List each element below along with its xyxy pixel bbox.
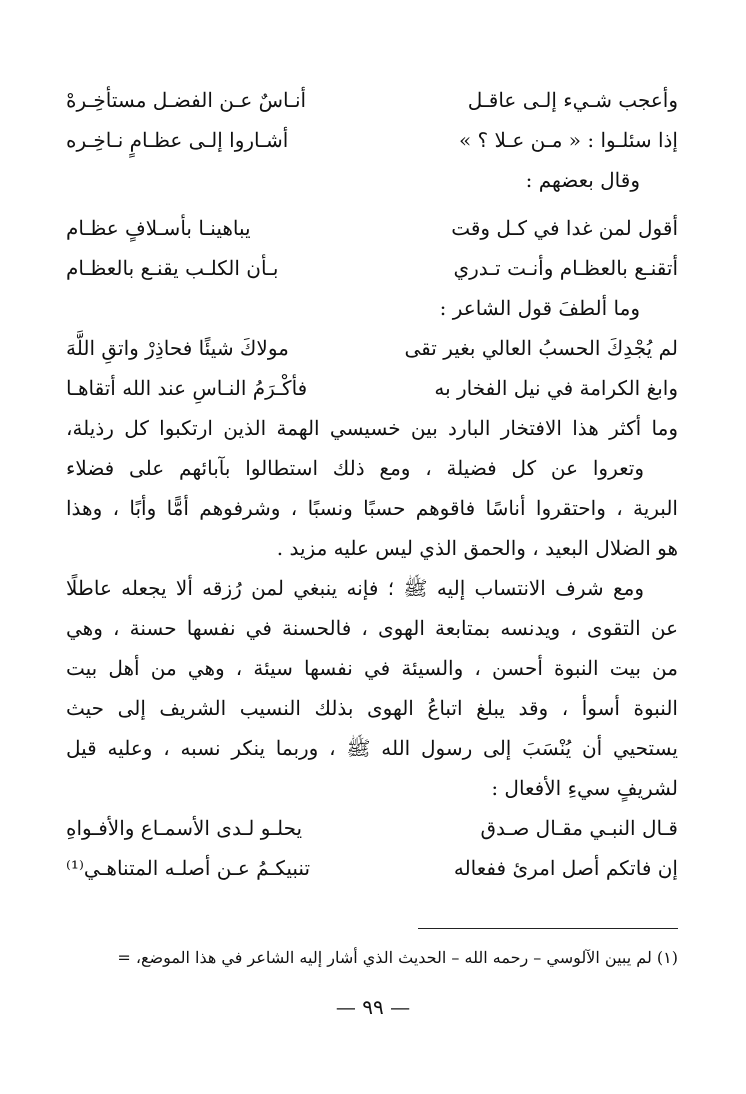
- verse-hemistich-first: أقول لمن غدا في كـل وقت: [451, 216, 678, 240]
- paragraph-line: النبوة أسوأ ، وقد يبلغ اتباعُ الهوى بذلك النسيب الشريف إلى حيث: [66, 696, 678, 720]
- paragraph-line: البرية ، واحتقروا أناسًا فاقوهم حسبًا ونسبًا ، وشرفوهم أمًّا وأبًا ، وهذا: [66, 496, 678, 520]
- paragraph-line: لشريفٍ سيءِ الأفعال :: [491, 776, 678, 800]
- verse-hemistich-second: يباهينـا بأسـلافٍ عظـام: [66, 216, 251, 240]
- verse-line: [66, 368, 678, 408]
- paragraph-line: يستحيي أن يُنْسَبَ إلى رسول الله ﷺ ، وربما ينكر نسبه ، وعليه قيل: [66, 736, 678, 760]
- verse-line: [66, 120, 678, 160]
- verse-hemistich-second: أنـاسٌ عـن الفضـل مستأخِـرهْ: [66, 88, 307, 112]
- paragraph-line: وتعروا عن كل فضيلة ، ومع ذلك استطالوا بآبائهم على فضلاء: [66, 456, 644, 480]
- verse-line: [66, 848, 678, 888]
- page-body: [66, 80, 678, 888]
- paragraph-line: ومع شرف الانتساب إليه ﷺ ؛ فإنه ينبغي لمن رُزقه ألا يجعله عاطلًا: [66, 576, 644, 600]
- verse-hemistich-second: أشـاروا إلـى عظـامٍ نـاخِـره: [66, 128, 289, 152]
- verse-hemistich-first: إن فاتكم أصل امرئ ففعاله: [453, 856, 678, 880]
- verse-hemistich-first: لم يُجْدِكَ الحسبُ العالي بغير تقى: [404, 336, 678, 360]
- verse-hemistich-first: إذا سئلـوا : « مـن عـلا ؟ »: [458, 128, 678, 152]
- verse-hemistich-second: مولاكَ شيئًا فحاذِرْ واتقِ اللَّهَ: [66, 336, 289, 360]
- verse-hemistich-second: يحلـو لـدى الأسمـاع والأفـواهِ: [66, 816, 303, 840]
- footnote: (١) لم يبين الآلوسي – رحمه الله – الحديث الذي أشار إليه الشاعر في هذا الموضع، =: [117, 948, 678, 967]
- verse-line: [66, 208, 678, 248]
- paragraph-line: وما أكثر هذا الافتخار البارد بين خسيسي الهمة الذين ارتكبوا كل رذيلة،: [66, 416, 678, 440]
- footnote-divider: [418, 928, 678, 929]
- paragraph-line: من بيت النبوة أحسن ، والسيئة في نفسها سيئة ، وهي من أهل بيت: [66, 656, 678, 680]
- verse-line: [66, 808, 678, 848]
- verse-hemistich-first: أتقنـع بالعظـام وأنـت تـدري: [453, 256, 678, 280]
- verse-line: [66, 328, 678, 368]
- verse-hemistich-second: تنبيكـمُ عـن أصلـه المتناهـي⁽¹⁾: [66, 856, 311, 880]
- verse-line: [66, 80, 678, 120]
- verse-hemistich-first: وابغ الكرامة في نيل الفخار به: [434, 376, 678, 400]
- paragraph-line: عن التقوى ، ويدنسه بمتابعة الهوى ، فالحسنة في نفسها حسنة ، وهي: [66, 616, 678, 640]
- verse-hemistich-first: قـال النبـي مقـال صـدق: [480, 816, 678, 840]
- page-number: — ٩٩ —: [335, 995, 411, 1019]
- verse-hemistich-first: وأعجب شـيء إلـى عاقـل: [467, 88, 678, 112]
- verse-hemistich-second: بـأن الكلـب يقنـع بالعظـام: [66, 256, 279, 280]
- intro-line: وقال بعضهم :: [525, 168, 640, 192]
- paragraph-line: هو الضلال البعيد ، والحمق الذي ليس عليه مزيد .: [276, 536, 678, 560]
- verse-hemistich-second: فأكْـرَمُ النـاسِ عند الله أتقاهـا: [66, 376, 308, 400]
- verse-line: [66, 248, 678, 288]
- intro-line: وما ألطفَ قول الشاعر :: [439, 296, 640, 320]
